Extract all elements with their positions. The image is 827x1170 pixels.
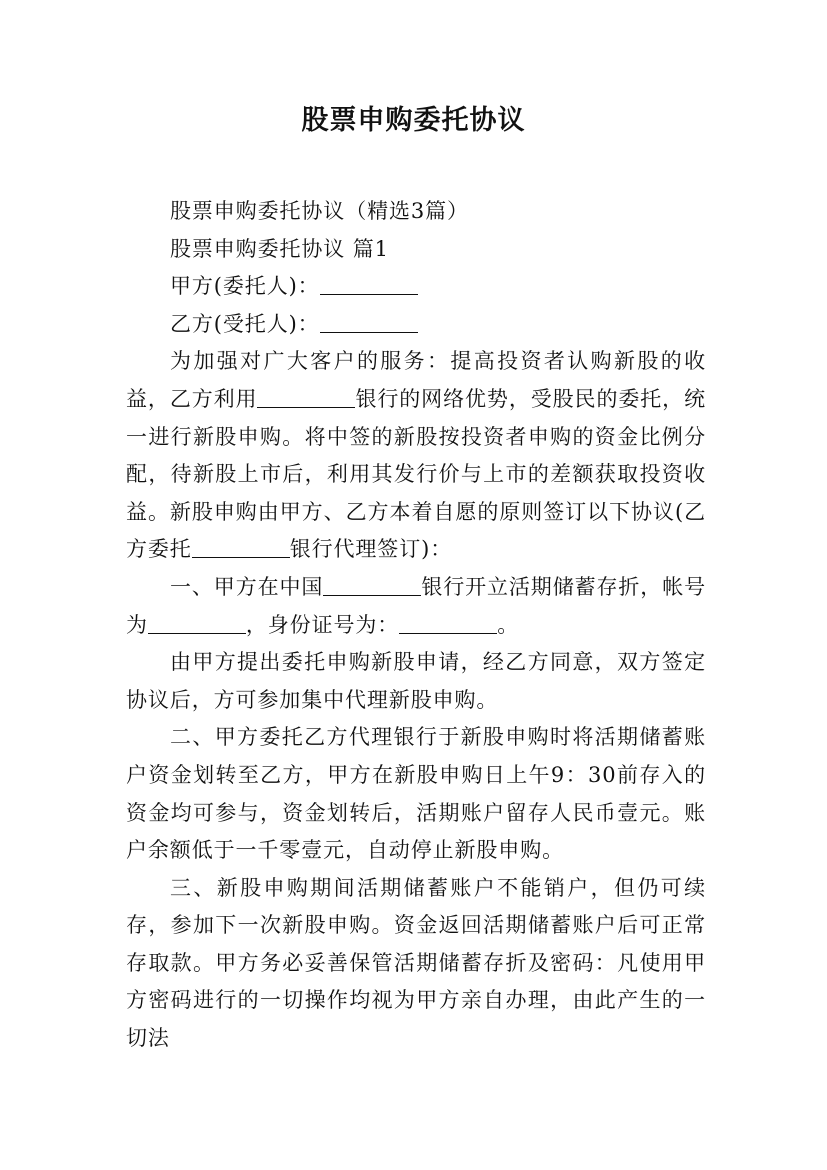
subtitle-line: 股票申购委托协议（精选3篇） bbox=[170, 199, 469, 223]
clause-3: 三、新股申购期间活期储蓄账户不能销户，但仍可续存，参加下一次新股申购。资金返回活期储蓄账户后可正常存取款。甲方务必妥善保管活期储蓄存折及密码：凡使用甲方密码进行的一切操作均视为甲方亲自办理，由此产生的一切法 bbox=[126, 875, 706, 1051]
document-title: 股票申购委托协议 bbox=[301, 105, 526, 136]
clause-2: 二、甲方委托乙方代理银行于新股申购时将活期储蓄账户资金划转至乙方，甲方在新股申购日上午9：30前存入的资金均可参与，资金划转后，活期账户留存人民币壹元。账户余额低于一千零壹元，自动停止新股申购。 bbox=[126, 725, 706, 863]
clause-1-text-a: 一、甲方在中国 bbox=[170, 574, 324, 599]
party-b-blank bbox=[320, 310, 418, 333]
party-a-label: 甲方(委托人)： bbox=[170, 274, 320, 299]
clause-1-text-b: 银行开立活期储蓄存折，帐号为 bbox=[126, 574, 707, 637]
party-b-label: 乙方(受托人)： bbox=[170, 311, 320, 336]
application-paragraph: 由甲方提出委托申购新股申请，经乙方同意，双方签定协议后，方可参加集中代理新股申购。 bbox=[126, 650, 706, 712]
section-heading: 股票申购委托协议 篇1 bbox=[170, 236, 389, 261]
party-a-line bbox=[126, 268, 706, 306]
party-b-line bbox=[126, 306, 706, 344]
id-number-blank bbox=[399, 611, 497, 634]
intro-text-a: 为加强对广大客户的服务：提高投资者认购新股的收益，乙方利用 bbox=[126, 349, 706, 411]
intro-text-c: 银行代理签订)： bbox=[289, 537, 453, 562]
party-a-blank bbox=[320, 272, 418, 295]
clause-1 bbox=[126, 569, 706, 644]
intro-paragraph bbox=[126, 343, 706, 569]
bank-name-blank bbox=[257, 385, 355, 408]
clause-1-text-c: ，身份证号为： bbox=[245, 612, 400, 637]
intro-text-b: 银行的网络优势，受股民的委托，统一进行新股申购。将中签的新股按投资者申购的资金比例分配，待新股上市后，利用其发行价与上市的差额获取投资收益。新股申购由甲方、乙方本着自愿的原则签订以下协议(乙方委托 bbox=[126, 386, 706, 562]
account-number-blank bbox=[148, 611, 246, 634]
document-body bbox=[126, 193, 706, 1058]
clause-1-text-d: 。 bbox=[497, 612, 520, 637]
agent-bank-blank bbox=[192, 535, 290, 558]
bank-branch-blank bbox=[323, 573, 421, 596]
